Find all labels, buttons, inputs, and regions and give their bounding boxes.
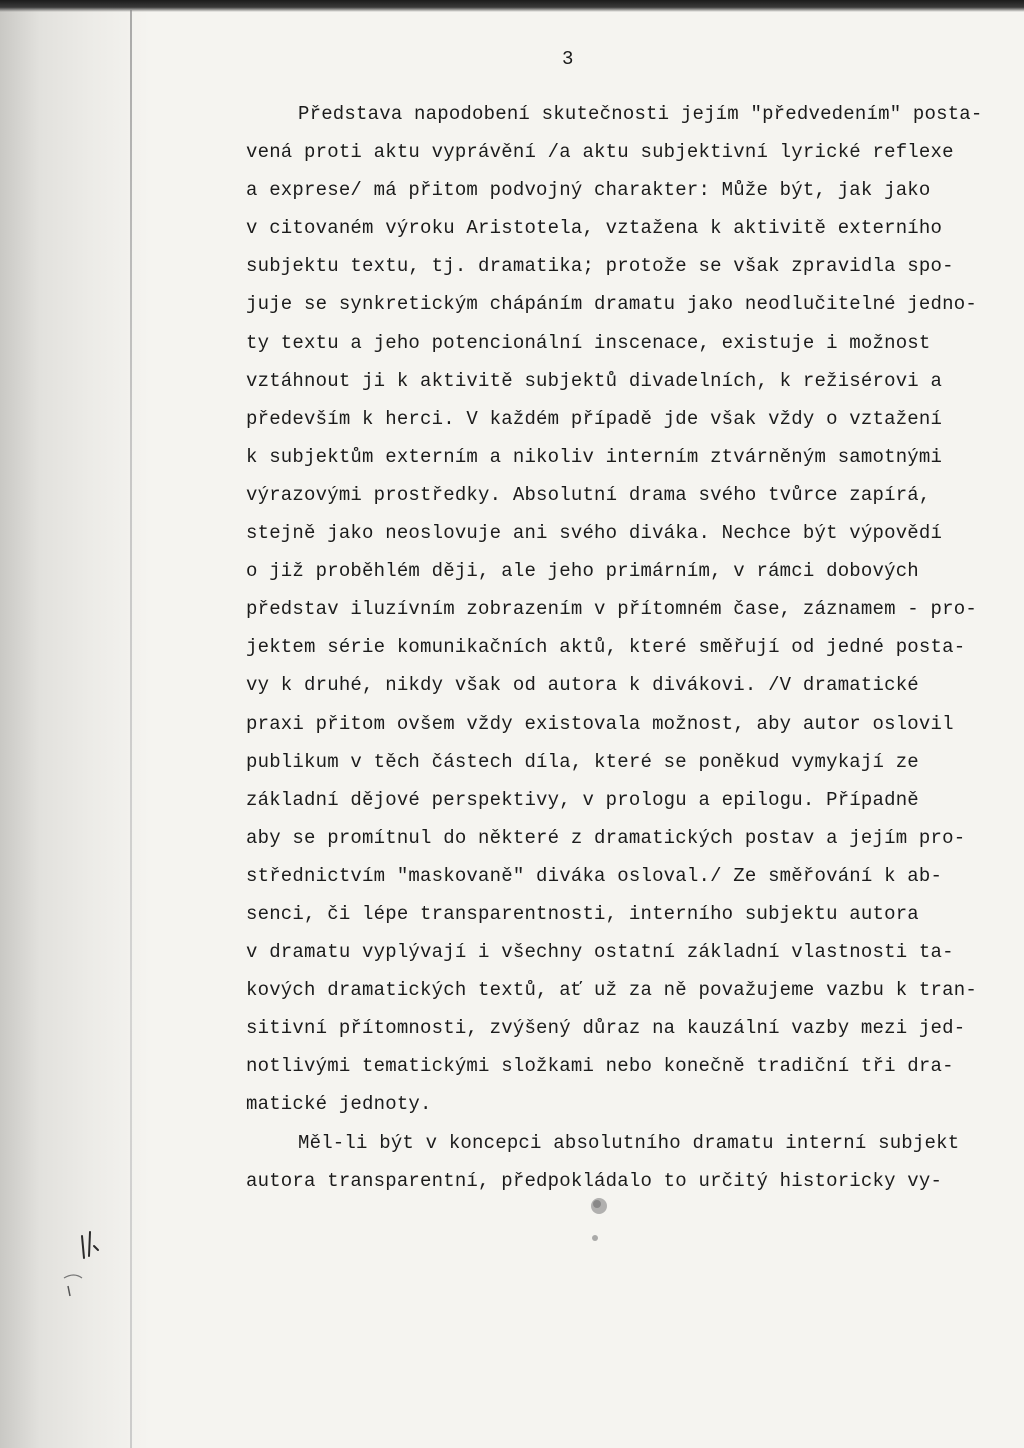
paragraph-1 — [246, 95, 983, 1124]
text-line: jektem série komunikačních aktů, které směřují od jedné posta- — [246, 636, 966, 659]
text-line: autora transparentní, předpokládalo to určitý historicky vy- — [246, 1169, 943, 1192]
handwritten-scribble — [54, 1228, 104, 1298]
text-line: senci, či lépe transparentnosti, interního subjektu autora — [246, 902, 919, 925]
body-text — [246, 95, 983, 1200]
text-line: střednictvím "maskovaně" diváka osloval./ Ze směřování k ab- — [246, 864, 943, 887]
text-line: ty textu a jeho potencionální inscenace, existuje i možnost — [246, 331, 931, 354]
text-line: především k herci. V každém případě jde však vždy o vztažení — [246, 407, 943, 430]
page-number: 3 — [562, 48, 574, 70]
text-line: o již proběhlém ději, ale jeho primárním, v rámci dobových — [246, 560, 919, 583]
text-line: notlivými tematickými složkami nebo konečně tradiční tři dra- — [246, 1055, 954, 1078]
text-line: představ iluzívním zobrazením v přítomném čase, záznamem - pro- — [246, 598, 977, 621]
text-line: kových dramatických textů, ať už za ně považujeme vazbu k tran- — [246, 979, 977, 1002]
text-line: Měl-li být v koncepci absolutního dramatu interní subjekt — [298, 1131, 960, 1154]
text-line: subjektu textu, tj. dramatika; protože se však zpravidla spo- — [246, 255, 954, 278]
text-line: stejně jako neoslovuje ani svého diváka. Nechce být výpovědí — [246, 522, 943, 545]
text-line: Představa napodobení skutečnosti jejím "předvedením" posta- — [298, 103, 983, 125]
text-line: v citovaném výroku Aristotela, vztažena k aktivitě externího — [246, 217, 943, 240]
text-line: základní dějové perspektivy, v prologu a epilogu. Případně — [246, 788, 919, 811]
text-line: matické jednoty. — [246, 1093, 432, 1116]
text-line: výrazovými prostředky. Absolutní drama svého tvůrce zapírá, — [246, 483, 931, 506]
binding-line — [130, 10, 132, 1448]
text-line: aby se promítnul do některé z dramatických postav a jejím pro- — [246, 826, 966, 849]
text-line: vztáhnout ji k aktivitě subjektů divadelních, k režisérovi a — [246, 369, 943, 392]
text-line: vy k druhé, nikdy však od autora k divákovi. /V dramatické — [246, 674, 919, 697]
text-line: a exprese/ má přitom podvojný charakter: Může být, jak jako — [246, 179, 931, 202]
ink-blot-mark — [585, 1190, 615, 1250]
text-line: praxi přitom ovšem vždy existovala možnost, aby autor oslovil — [246, 712, 954, 735]
text-line: k subjektům externím a nikoliv interním ztvárněným samotnými — [246, 445, 943, 468]
scan-top-edge — [0, 0, 1024, 12]
text-line: sitivní přítomnosti, zvýšený důraz na kauzální vazby mezi jed- — [246, 1017, 966, 1040]
text-line: juje se synkretickým chápáním dramatu jako neodlučitelné jedno- — [246, 293, 977, 316]
text-line: publikum v těch částech díla, které se poněkud vymykají ze — [246, 750, 919, 773]
text-line: v dramatu vyplývají i všechny ostatní základní vlastnosti ta- — [246, 941, 954, 964]
text-line: vená proti aktu vyprávění /a aktu subjektivní lyrické reflexe — [246, 141, 954, 164]
paragraph-2 — [246, 1124, 966, 1200]
